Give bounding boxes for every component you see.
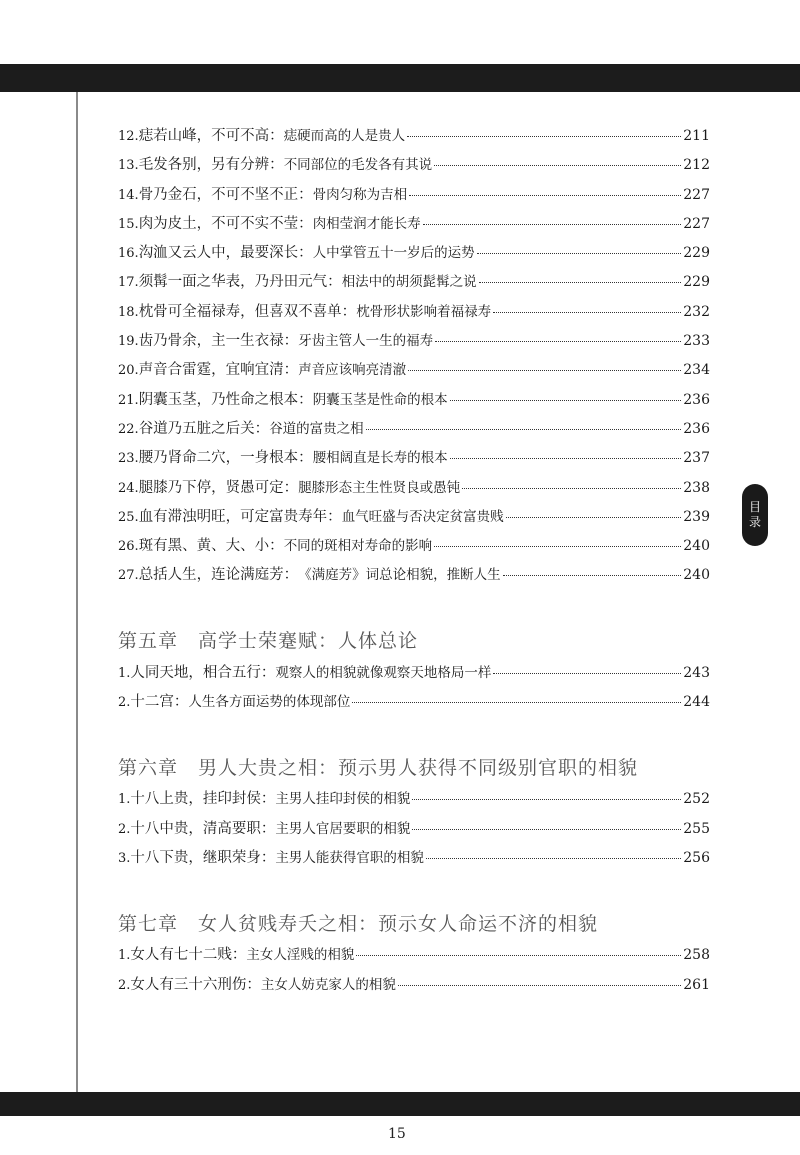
page-number: 15 [388, 1126, 406, 1142]
toc-entry[interactable] [118, 787, 710, 816]
table-of-contents [118, 124, 710, 1002]
toc-entry[interactable] [118, 690, 710, 719]
dot-leader [426, 858, 681, 859]
toc-entry[interactable] [118, 846, 710, 875]
entry-title: 女人有七十二贱： [130, 947, 247, 964]
dot-leader [356, 955, 681, 956]
entry-number: 17. [118, 275, 139, 291]
entry-title: 毛发各别，另有分辨： [138, 157, 284, 174]
entry-title: 沟洫又云人中，最要深长： [138, 245, 313, 262]
entry-title: 骨乃金石，不可不坚不正： [138, 186, 313, 203]
entry-title: 人同天地，相合五行： [130, 664, 276, 681]
entry-title: 血有滞浊明旺，可定富贵寿年： [138, 508, 342, 525]
toc-entry[interactable] [118, 124, 710, 153]
entry-page: 238 [683, 479, 710, 496]
entry-subtitle: 主男人官居要职的相貌 [275, 820, 411, 837]
entry-title: 须髯一面之华表，乃丹田元气： [138, 274, 342, 291]
entry-number: 18. [118, 304, 139, 320]
chapter-heading: 第七章 女人贫贱寿夭之相：预示女人命运不济的相貌 [118, 912, 599, 935]
chapter-heading: 第五章 高学士荣蹇赋：人体总论 [118, 630, 419, 653]
entry-page: 236 [683, 391, 710, 408]
entry-subtitle: 腰相阔直是长寿的根本 [312, 450, 448, 467]
entry-subtitle: 牙齿主管人一生的福寿 [298, 333, 434, 350]
entry-number: 15. [118, 216, 139, 232]
entry-title: 齿乃骨余，主一生衣禄： [138, 333, 299, 350]
entry-page: 211 [683, 128, 710, 144]
entry-page: 233 [683, 333, 710, 350]
entry-number: 16. [118, 246, 139, 262]
entry-number: 2. [118, 695, 131, 711]
dot-leader [506, 517, 682, 518]
entry-number: 20. [118, 363, 139, 379]
entry-subtitle: 血气旺盛与否决定贫富贵贱 [341, 508, 504, 525]
dot-leader [409, 195, 681, 196]
entry-page: 232 [683, 303, 710, 320]
entry-page: 227 [683, 215, 710, 232]
entry-subtitle: 主女人淫贱的相貌 [246, 947, 355, 964]
entry-title: 腰乃肾命二穴，一身根本： [138, 450, 313, 467]
entry-subtitle: 人生各方面运势的体现部位 [188, 694, 351, 711]
toc-entry[interactable] [118, 534, 710, 563]
dot-leader [408, 370, 681, 371]
entry-page: 240 [683, 567, 710, 584]
entry-page: 239 [683, 508, 710, 525]
entry-title: 痣若山峰，不可不高： [138, 128, 284, 144]
toc-entry[interactable] [118, 358, 710, 387]
entry-page: 212 [683, 157, 710, 174]
entry-subtitle: 痣硬而高的人是贵人 [283, 128, 406, 144]
toc-entry[interactable] [118, 329, 710, 358]
entry-page: 236 [683, 420, 710, 437]
dot-leader [493, 673, 681, 674]
entry-page: 227 [683, 186, 710, 203]
toc-entry[interactable] [118, 817, 710, 846]
dot-leader [503, 575, 682, 576]
entry-title: 腿膝乃下停，贤愚可定： [138, 479, 299, 496]
toc-entry[interactable] [118, 446, 710, 475]
entry-number: 1. [118, 665, 131, 681]
entry-title: 十二宫： [130, 694, 189, 711]
entry-title: 肉为皮土，不可不实不莹： [138, 215, 313, 232]
toc-entry[interactable] [118, 417, 710, 446]
entry-title: 总括人生，连论满庭芳： [138, 567, 299, 584]
entry-number: 19. [118, 334, 139, 350]
entry-number: 2. [118, 821, 131, 837]
dot-leader [423, 224, 682, 225]
bottom-black-bar [0, 1092, 800, 1116]
toc-entry[interactable] [118, 241, 710, 270]
entry-title: 阴囊玉茎，乃性命之根本： [138, 391, 313, 408]
entry-number: 3. [118, 850, 131, 866]
entry-number: 1. [118, 792, 131, 808]
entry-number: 27. [118, 568, 139, 584]
entry-subtitle: 主女人妨克家人的相貌 [260, 976, 396, 993]
entry-number: 22. [118, 421, 139, 437]
dot-leader [352, 702, 681, 703]
toc-entry[interactable] [118, 300, 710, 329]
entry-page: 240 [683, 538, 710, 555]
entry-page: 229 [683, 245, 710, 262]
entry-subtitle: 声音应该响亮清澈 [298, 362, 407, 379]
toc-entry[interactable] [118, 183, 710, 212]
chapter-heading: 第六章 男人大贵之相：预示男人获得不同级别官职的相貌 [118, 756, 639, 779]
entry-page: 255 [683, 820, 710, 837]
entry-page: 243 [683, 664, 710, 681]
entry-title: 十八中贵，清高要职： [130, 820, 276, 837]
entry-number: 21. [118, 392, 139, 408]
contents-side-tab [742, 484, 768, 546]
entry-subtitle: 主男人能获得官职的相貌 [275, 849, 424, 866]
toc-entry[interactable] [118, 505, 710, 534]
toc-entry[interactable] [118, 476, 710, 505]
entry-page: 234 [683, 362, 710, 379]
dot-leader [435, 341, 681, 342]
entry-number: 12. [118, 129, 139, 144]
entry-page: 252 [683, 791, 710, 808]
dot-leader [366, 429, 682, 430]
entry-page: 256 [683, 849, 710, 866]
entry-number: 14. [118, 187, 139, 203]
entry-page: 229 [683, 274, 710, 291]
toc-entry[interactable] [118, 973, 710, 1002]
entry-page: 261 [683, 976, 710, 993]
toc-entry[interactable] [118, 661, 710, 690]
entry-subtitle: 《满庭芳》词总论相貌，推断人生 [298, 567, 501, 584]
dot-leader [462, 488, 681, 489]
entry-subtitle: 骨肉匀称为吉相 [312, 186, 408, 203]
entry-subtitle: 肉相莹润才能长寿 [312, 215, 421, 232]
entry-title: 十八上贵，挂印封侯： [130, 791, 276, 808]
entry-subtitle: 阴囊玉茎是性命的根本 [312, 391, 448, 408]
dot-leader [407, 136, 681, 137]
toc-entry[interactable] [118, 943, 710, 972]
dot-leader [450, 400, 682, 401]
entry-number: 23. [118, 451, 139, 467]
dot-leader [450, 458, 682, 459]
entry-number: 25. [118, 509, 139, 525]
entry-number: 24. [118, 480, 139, 496]
entry-subtitle: 观察人的相貌就像观察天地格局一样 [275, 664, 492, 681]
dot-leader [412, 829, 681, 830]
dot-leader [477, 253, 682, 254]
entry-number: 1. [118, 948, 131, 964]
entry-page: 237 [683, 450, 710, 467]
entry-page: 258 [683, 947, 710, 964]
entry-subtitle: 不同部位的毛发各有其说 [283, 157, 433, 174]
entry-title: 十八下贵，继职荣身： [130, 849, 276, 866]
side-tab-char: 目 [748, 500, 761, 514]
toc-entry[interactable] [118, 388, 710, 417]
toc-entry[interactable] [118, 212, 710, 241]
entry-subtitle: 谷道的富贵之相 [269, 420, 364, 437]
entry-number: 26. [118, 539, 139, 555]
toc-entry[interactable] [118, 153, 710, 182]
entry-subtitle: 不同的斑相对寿命的影响 [283, 538, 433, 555]
entry-number: 13. [118, 158, 139, 174]
side-tab-char: 录 [748, 515, 761, 529]
entry-subtitle: 枕骨形状影响着福禄寿 [356, 303, 492, 320]
entry-subtitle: 人中掌管五十一岁后的运势 [312, 245, 475, 262]
dot-leader [479, 282, 682, 283]
top-black-bar [0, 64, 800, 92]
dot-leader [398, 985, 681, 986]
entry-title: 谷道乃五脏之后关： [138, 420, 270, 437]
entry-title: 枕骨可全福禄寿，但喜双不喜单： [138, 303, 357, 320]
entry-page: 244 [683, 694, 710, 711]
entry-subtitle: 腿膝形态主生性贤良或愚钝 [298, 479, 461, 496]
dot-leader [412, 799, 681, 800]
dot-leader [434, 546, 681, 547]
entry-title: 女人有三十六刑伤： [130, 976, 261, 993]
left-margin-rule [76, 92, 78, 1092]
entry-title: 声音合雷霆，宜响宜清： [138, 362, 299, 379]
entry-subtitle: 主男人挂印封侯的相貌 [275, 791, 411, 808]
toc-entry[interactable] [118, 563, 710, 592]
entry-number: 2. [118, 977, 131, 993]
entry-title: 斑有黑、黄、大、小： [138, 538, 284, 555]
toc-entry[interactable] [118, 270, 710, 299]
entry-subtitle: 相法中的胡须髭髯之说 [341, 274, 477, 291]
dot-leader [493, 312, 681, 313]
dot-leader [434, 165, 681, 166]
